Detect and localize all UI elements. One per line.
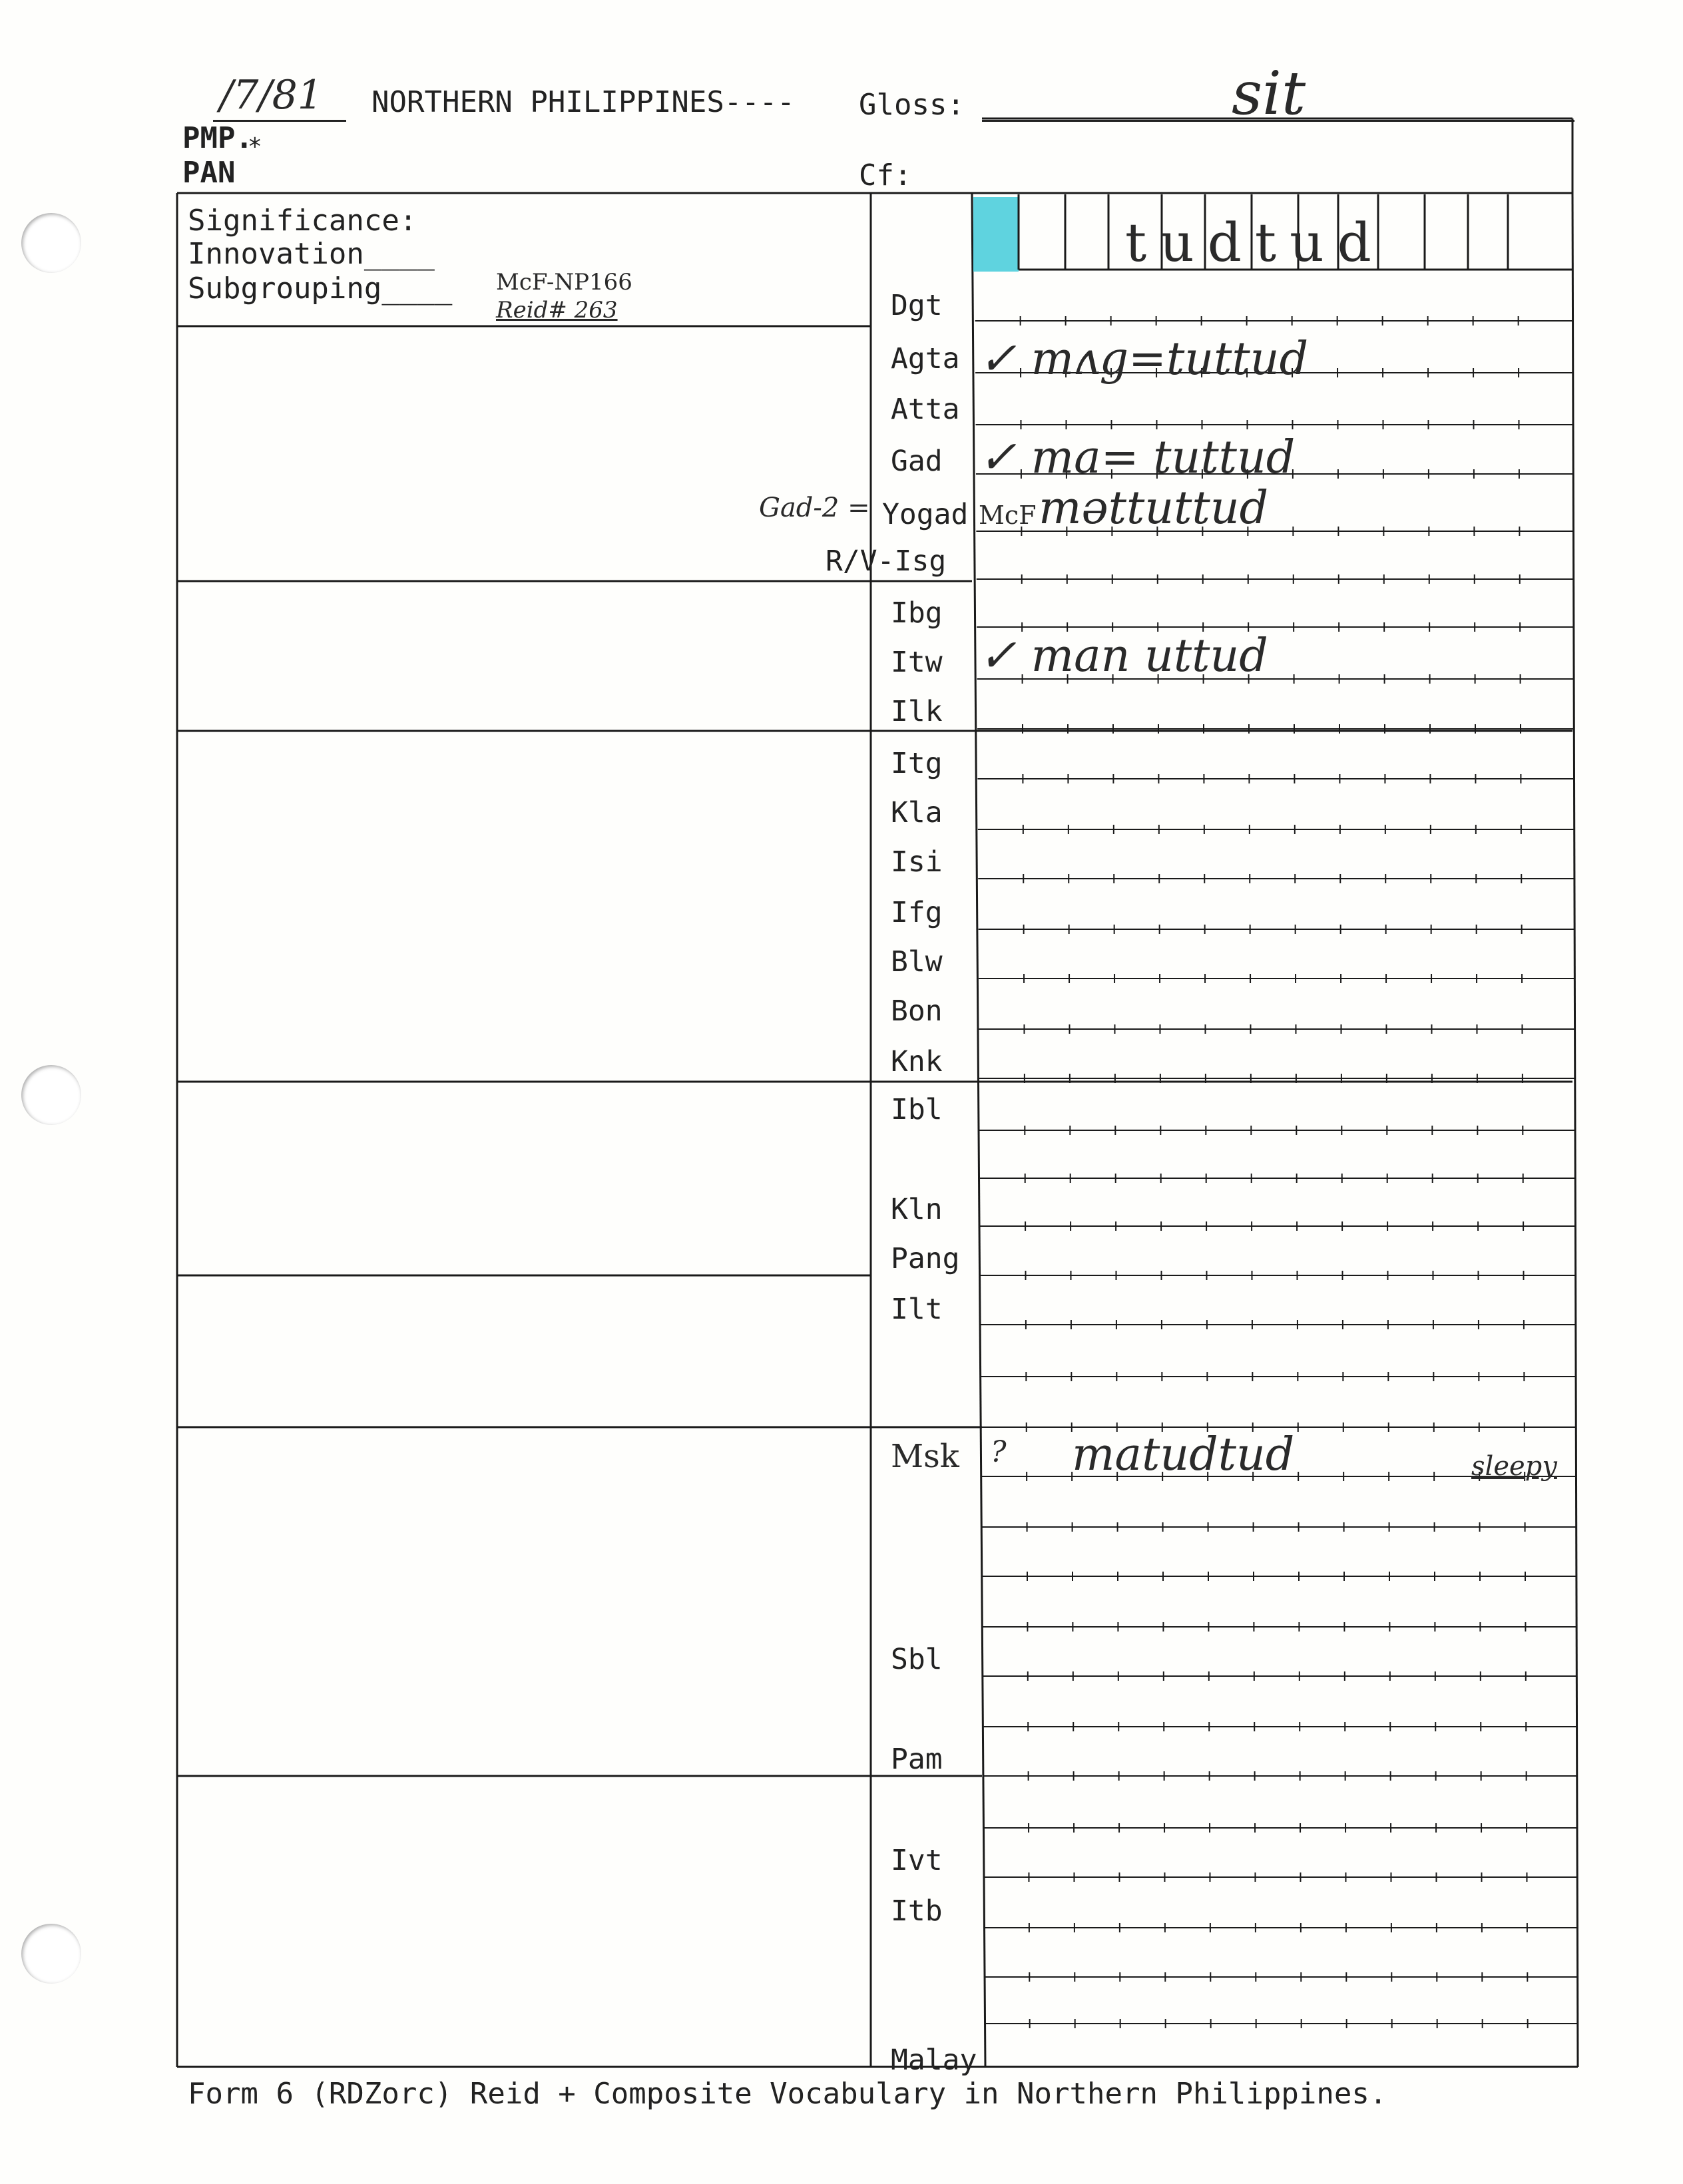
lang-label: Itw: [891, 646, 943, 679]
recon-letter: d: [1337, 212, 1385, 274]
pan-label: PAN: [182, 156, 236, 190]
gloss-value: sit: [1232, 59, 1306, 128]
gloss-label: Gloss:: [859, 88, 965, 122]
innovation-label: Innovation____: [188, 237, 435, 271]
footer-text: Form 6 (RDZorc) Reid + Composite Vocabulary in Northern Philippines.: [188, 2077, 1387, 2111]
recon-letter: u: [1160, 212, 1208, 274]
recon-letter: d: [1207, 212, 1255, 274]
lang-label: Agta: [891, 342, 960, 375]
date: /7/81: [220, 72, 323, 118]
side-note: Gad-2 =: [759, 493, 870, 523]
lang-label: Dgt: [891, 289, 943, 322]
lang-label: R/V-Isg: [826, 545, 947, 578]
reconstruction-letters: [1125, 212, 1385, 274]
lang-label: Itb: [891, 1894, 943, 1928]
lang-label: Itg: [891, 747, 943, 780]
recon-letter: u: [1290, 212, 1337, 274]
lang-label: Ifg: [891, 896, 943, 929]
lang-label: Ilt: [891, 1293, 943, 1326]
entry-msk: matudtud: [1072, 1428, 1295, 1481]
lang-label: Kln: [891, 1193, 943, 1226]
lang-label: Msk: [891, 1438, 959, 1475]
lang-label: Knk: [891, 1045, 943, 1078]
form-title: NORTHERN PHILIPPINES----: [371, 85, 795, 119]
lang-label: Gad: [891, 445, 943, 478]
lang-label: Bon: [891, 994, 943, 1028]
cf-label: Cf:: [859, 158, 912, 192]
lang-label: Sbl: [891, 1643, 943, 1676]
lang-label: Ibl: [891, 1093, 943, 1126]
entry-agta: ✓ mʌg=tuttud: [979, 333, 1309, 385]
recon-letter: t: [1254, 212, 1290, 274]
entry-yogad-mark: McF: [979, 501, 1037, 530]
subgrouping-label: Subgrouping____: [188, 272, 453, 306]
lang-label: Ivt: [891, 1844, 943, 1877]
highlight-box: [973, 197, 1019, 272]
recon-letter: t: [1125, 212, 1160, 274]
lang-label: Pam: [891, 1743, 943, 1776]
entry-itw: ✓ man uttud: [979, 630, 1268, 682]
lang-label: Ilk: [891, 695, 943, 728]
significance-label: Significance:: [188, 204, 417, 238]
lang-label: Atta: [891, 393, 960, 426]
reference-mcf: McF-NP166: [496, 269, 632, 296]
lang-label: Yogad: [882, 498, 969, 531]
entry-yogad: mәttuttud: [1039, 482, 1269, 535]
pmp-star: *: [248, 133, 262, 160]
entry-msk-note: sleepy: [1471, 1451, 1557, 1482]
lang-label: Kla: [891, 796, 943, 829]
lang-label: Pang: [891, 1242, 960, 1275]
lang-label: Blw: [891, 945, 943, 979]
pmp-label: PMP.: [182, 121, 253, 155]
reference-reid: Reid# 263: [496, 297, 618, 324]
entry-msk-mark: ?: [991, 1435, 1007, 1469]
entry-gad: ✓ ma= tuttud: [979, 431, 1296, 484]
lang-label: Isi: [891, 845, 943, 879]
lang-label: Ibg: [891, 596, 943, 630]
lang-label: Malay: [891, 2044, 977, 2077]
